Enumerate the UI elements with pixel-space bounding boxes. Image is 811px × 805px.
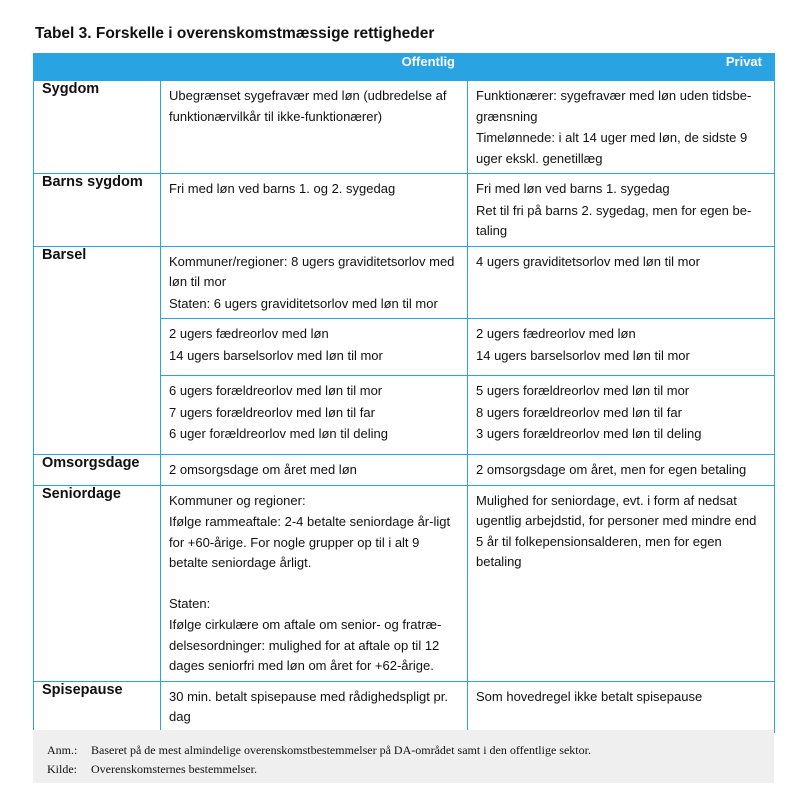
source-label: Kilde: (47, 762, 77, 776)
source-text: Overenskomsternes bestemmelser. (91, 762, 257, 776)
cell-public (161, 174, 468, 247)
cell-public (161, 455, 468, 486)
cell-text: Staten: (169, 595, 211, 611)
cell-text: Mulighed for seniordage, evt. i form af nedsat ugentlig arbejdstid, for personer med mindre end 5 år til folkepensionsalderen, men for egen betaling (476, 492, 757, 569)
table-row (34, 174, 775, 247)
cell-text: 2 omsorgsdage om året med løn (169, 462, 357, 477)
cell-private (468, 319, 775, 376)
cell-text: 4 ugers graviditetsorlov med løn til mor (476, 253, 700, 269)
row-label-barsel: Barsel (34, 246, 161, 455)
cell-text: 5 ugers forældreorlov med løn til mor (476, 383, 690, 398)
table-title: Tabel 3. Forskelle i overenskomstmæssige rettigheder (35, 25, 435, 42)
cell-text: 2 ugers fædreorlov med løn (476, 326, 636, 341)
row-label-barns-sygdom: Barns sygdom (34, 174, 161, 247)
row-label-omsorgsdage: Omsorgsdage (34, 455, 161, 486)
cell-public (161, 681, 468, 732)
cell-text: Fri med løn ved barns 1. og 2. sygedag (169, 181, 396, 196)
cell-private (468, 455, 775, 486)
cell-private (468, 376, 775, 455)
cell-text: 14 ugers barselsorlov med løn til mor (476, 347, 690, 363)
table-row (34, 246, 775, 319)
cell-public (161, 485, 468, 681)
cell-text: 14 ugers barselsorlov med løn til mor (169, 347, 383, 363)
table-row (34, 681, 775, 732)
cell-text: 30 min. betalt spisepause med rådighedspligt pr. dag (169, 688, 448, 724)
cell-private (468, 485, 775, 681)
cell-text: 3 ugers forældreorlov med løn til deling (476, 426, 702, 441)
cell-text: Fri med løn ved barns 1. sygedag (476, 181, 670, 196)
header-category (34, 54, 161, 81)
header-row (34, 54, 775, 81)
cell-text: Ret til fri på barns 2. sygedag, men for egen be-taling (476, 202, 752, 238)
cell-text: Ubegrænset sygefravær med løn (udbredelse af funktionærvilkår til ikke-funktionærer) (169, 88, 447, 124)
cell-private (468, 246, 775, 319)
cell-text: Funktionærer: sygefravær med løn uden tidsbe-grænsning (476, 88, 752, 124)
cell-private (468, 81, 775, 174)
header-private: Privat (468, 54, 775, 81)
cell-text: Staten: 6 ugers graviditetsorlov med løn til mor (169, 295, 438, 311)
row-label-spisepause: Spisepause (34, 681, 161, 732)
cell-text: Kommuner/regioner: 8 ugers graviditetsorlov med løn til mor (169, 253, 455, 289)
table-row (34, 455, 775, 486)
note-label: Anm.: (47, 743, 78, 757)
table-row (34, 485, 775, 681)
cell-text: Som hovedregel ikke betalt spisepause (476, 688, 703, 704)
table-footnote (33, 730, 774, 783)
cell-private (468, 681, 775, 732)
source-line (47, 760, 774, 779)
header-public: Offentlig (161, 54, 468, 81)
row-label-seniordage: Seniordage (34, 485, 161, 681)
cell-text: 6 uger forældreorlov med løn til deling (169, 426, 388, 441)
row-label-sygdom: Sygdom (34, 81, 161, 174)
note-text: Baseret på de mest almindelige overenskomstbestemmelser på DA-området samt i den offentlige sektor. (91, 743, 591, 757)
cell-text: Kommuner og regioner: (169, 492, 306, 508)
cell-public (161, 81, 468, 174)
rights-table (33, 53, 775, 733)
cell-text: 2 ugers fædreorlov med løn (169, 326, 329, 341)
cell-public (161, 376, 468, 455)
cell-text: 6 ugers forældreorlov med løn til mor (169, 383, 383, 398)
note-line (47, 741, 774, 760)
cell-text: Timelønnede: i alt 14 uger med løn, de sidste 9 uger ekskl. genetillæg (476, 130, 748, 166)
cell-text: 8 ugers forældreorlov med løn til far (476, 404, 682, 420)
cell-text: 2 omsorgsdage om året, men for egen betaling (476, 462, 747, 477)
cell-text: Ifølge cirkulære om aftale om senior- og fratræ-delsesordninger: mulighed for at aftale op til 12 dages seniorfri med løn om året for +62-årige. (169, 617, 442, 673)
cell-text: Ifølge rammeaftale: 2-4 betalte seniordage år-ligt for +60-årige. For nogle grupper op til i alt 9 betalte seniordage årligt. (169, 514, 451, 570)
cell-public (161, 246, 468, 319)
cell-private (468, 174, 775, 247)
table-row (34, 81, 775, 174)
cell-public (161, 319, 468, 376)
cell-text: 7 ugers forældreorlov med løn til far (169, 404, 375, 420)
